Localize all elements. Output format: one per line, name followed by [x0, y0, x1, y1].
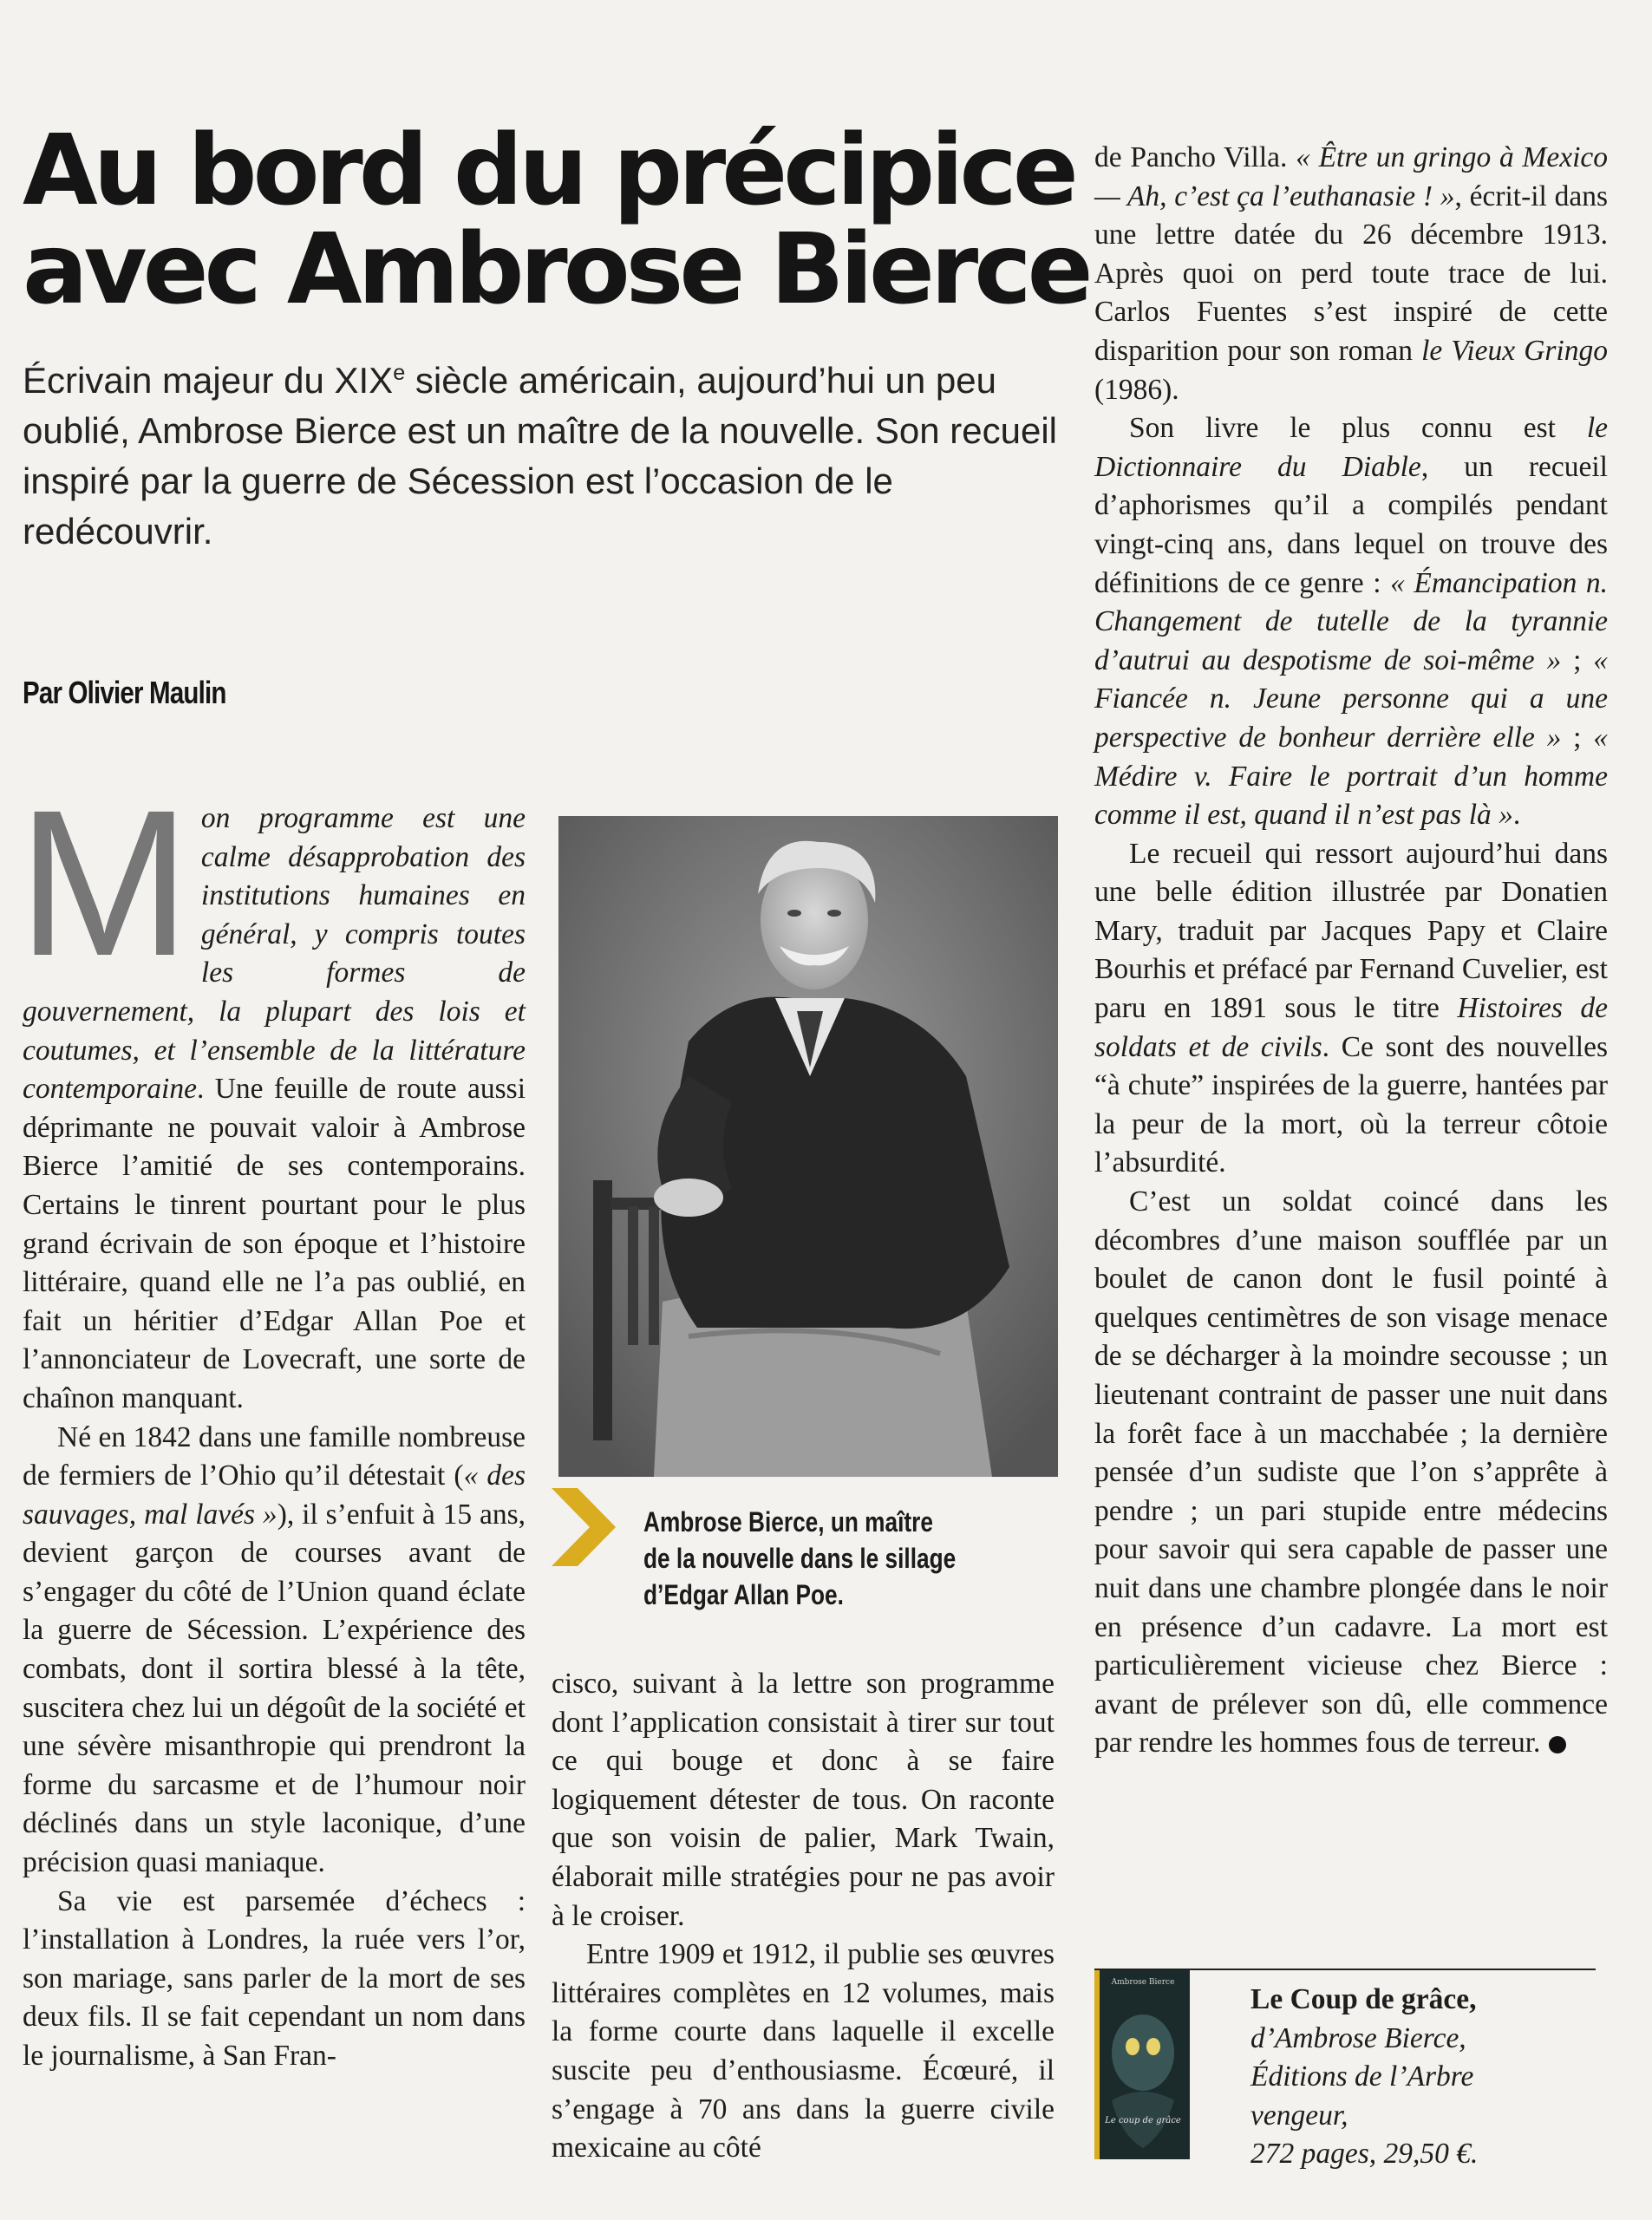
- drop-cap: M: [17, 767, 186, 999]
- book-cover: [1094, 1970, 1190, 2159]
- column-2: [552, 1665, 1055, 2168]
- book-info: [1250, 1981, 1615, 2174]
- collection-title: Histoires de soldats et de civils: [1094, 992, 1608, 1063]
- paragraph-7: [1094, 1183, 1608, 1763]
- separator-2: ;: [1561, 721, 1594, 754]
- gringo-quote: « Être un gringo à Mexico — Ah, c’est ça l’euthanasie ! »: [1094, 141, 1608, 212]
- paragraph-3: Sa vie est parsemée d’échecs : l’installation à Londres, la ruée vers l’or, son mariage, sans parler de la mort de ses deux fils. Il se fait cependant un nom dans le journalisme, à San Fran-: [23, 1884, 526, 2072]
- quote-fiancee: « Fiancée n. Jeune personne qui a une perspective de bonheur derrière elle »: [1094, 643, 1608, 754]
- paragraph-2-b: ), il s’enfuit à 15 ans, devient garçon de courses avant de s’engager du côté de l’Union quand éclate la guerre de Sécession. L’expérience des combats, dont il sortira blessé à la tête, suscitera chez lui un dégoût de la société et une sévère misanthropie qui prendront la forme du sarcasme et de l’humour noir déclinés dans un style laconique, d’une précision quasi maniaque.: [23, 1498, 526, 1879]
- paragraph-6-b: . Ce sont des nouvelles “à chute” inspirées de la guerre, hantées par la peur de la mort, où la terreur côtoie l’absurdité.: [1094, 1030, 1608, 1179]
- paragraph-2: [23, 1419, 526, 1883]
- paragraph-4: Entre 1909 et 1912, il publie ses œuvres littéraires complètes en 12 volumes, mais la forme courte dans laquelle il excelle suscite peu d’enthousiasme. Écœuré, il s’engage à 70 ans dans la guerre civile mexicaine au côté: [552, 1938, 1055, 2164]
- title-line-1: Au bord du précipice: [23, 114, 1074, 227]
- opening-quote: on programme est une calme désapprobation des institutions humaines en général, y compris toutes les formes de gouvernement, la plupart des lois et coutumes, et l’ensemble de la littérature contemporaine: [23, 802, 526, 1106]
- paragraph-6: [1094, 835, 1608, 1183]
- book-title: Le Coup de grâce,: [1250, 1983, 1477, 2015]
- byline: Par Olivier Maulin: [23, 675, 226, 710]
- paragraph-5-b: , un recueil d’aphorismes qu’il a compilés pendant vingt-cinq ans, dans lequel on trouve des définitions de ce genre :: [1094, 450, 1608, 599]
- paragraph-4-cont-a: de Pancho Villa.: [1094, 141, 1296, 173]
- standfirst-part-a: Écrivain majeur du XIX: [23, 360, 394, 401]
- portrait-illustration: [558, 816, 1058, 1477]
- paragraph-2-a: Né en 1842 dans une famille nombreuse de fermiers de l’Ohio qu’il détestait (: [23, 1420, 526, 1492]
- quote-emancipation: « Émancipation n. Changement de tutelle de la tyrannie d’autrui au despotisme de soi-même »: [1094, 566, 1608, 676]
- paragraph-1-rest: . Une feuille de route aussi déprimante ne pouvait valoir à Ambrose Bierce l’amitié de ses contemporains. Certains le tinrent pourtant pour le plus grand écrivain de son époque et l’histoire littéraire, quand elle ne l’a pas oublié, en fait un héritier d’Edgar Allan Poe et l’annonciateur de Lovecraft, une sorte de chaînon manquant.: [23, 1073, 526, 1414]
- article-title: [23, 114, 1098, 326]
- paragraph-7-text: C’est un soldat coincé dans les décombres d’une maison soufflée par un boulet de canon dont le fusil pointé à quelques centimètres de son visage menace de se décharger à la moindre secousse ; un lieutenant contraint de passer une nuit dans la forêt face à un macchabée ; la dernière pensée d’un sudiste que l’on s’apprête à pendre ; un pari stupide entre médecins pour savoir qui sera capable de passer une nuit dans une chambre plongée dans le noir en présence d’un cadavre. La mort est particulièrement vicieuse chez Bierce : avant de prélever son dû, elle commence par rendre les hommes fous de terreur.: [1094, 1185, 1608, 1760]
- dictionary-title: le Dictionnaire du Diable: [1094, 412, 1608, 483]
- cover-author: Ambrose Bierce: [1111, 1978, 1175, 1987]
- paragraph-2-quote: « des sauvages, mal lavés »: [23, 1459, 526, 1531]
- paragraph-5-a: Son livre le plus connu est: [1129, 412, 1587, 445]
- paragraph-3-continued: cisco, suivant à la lettre son programme dont l’application consistait à tirer sur tout ce qui bouge et donc à se faire logiquement détester de tous. On raconte que son voisin de palier, Mark Twain, élaborait mille stratégies pour ne pas avoir à le croiser.: [552, 1668, 1055, 1932]
- book-author: d’Ambrose Bierce,: [1250, 2021, 1466, 2054]
- novel-title: le Vieux Gringo: [1421, 334, 1608, 367]
- author-photo: [558, 816, 1058, 1477]
- paragraph-6-a: Le recueil qui ressort aujourd’hui dans une belle édition illustrée par Donatien Mary, traduit par Jacques Papy et Claire Bourhis et préfacé par Fernand Cuvelier, est paru en 1891 sous le titre: [1094, 837, 1608, 1025]
- column-1: [17, 767, 526, 2076]
- cover-title: Le coup de grâce: [1105, 2116, 1181, 2125]
- paragraph-4-continued: [1094, 139, 1608, 409]
- column-3: [1094, 139, 1608, 1763]
- book-details: 272 pages, 29,50 €.: [1250, 2138, 1479, 2171]
- paragraph-1: [17, 767, 526, 1419]
- standfirst: [23, 356, 1063, 557]
- caption-line-2: de la nouvelle dans le sillage: [643, 1543, 957, 1574]
- caption-chevron-icon: [552, 1488, 616, 1566]
- caption-line-1: Ambrose Bierce, un maître: [643, 1506, 933, 1538]
- title-line-2: avec Ambrose Bierce: [23, 213, 1089, 326]
- separator-1: ;: [1561, 643, 1594, 676]
- paragraph-5: [1094, 409, 1608, 835]
- photo-caption: [643, 1504, 1041, 1613]
- caption-line-3: d’Edgar Allan Poe.: [643, 1579, 844, 1610]
- quote-medire: « Médire v. Faire le portrait d’un homme comme il est, quand il n’est pas là »: [1094, 721, 1608, 832]
- paragraph-4-cont-b: , écrit-il dans une lettre datée du 26 décembre 1913. Après quoi on perd toute trace de lui. Carlos Fuentes s’est inspiré de cette disparition pour son roman: [1094, 180, 1608, 367]
- book-cover-art: [1094, 1970, 1190, 2159]
- book-publisher-line-2: vengeur,: [1250, 2099, 1348, 2132]
- standfirst-superscript: e: [393, 361, 406, 385]
- book-publisher-line-1: Éditions de l’Arbre: [1250, 2060, 1474, 2093]
- end-mark-icon: [1549, 1736, 1566, 1753]
- standfirst-part-b: siècle américain, aujourd’hui un peu oublié, Ambrose Bierce est un maître de la nouvelle. Son recueil inspiré par la guerre de Sécession est l’occasion de le redécouvrir.: [23, 360, 1058, 552]
- paragraph-4-cont-c: (1986).: [1094, 373, 1179, 406]
- paragraph-5-end: .: [1512, 799, 1521, 832]
